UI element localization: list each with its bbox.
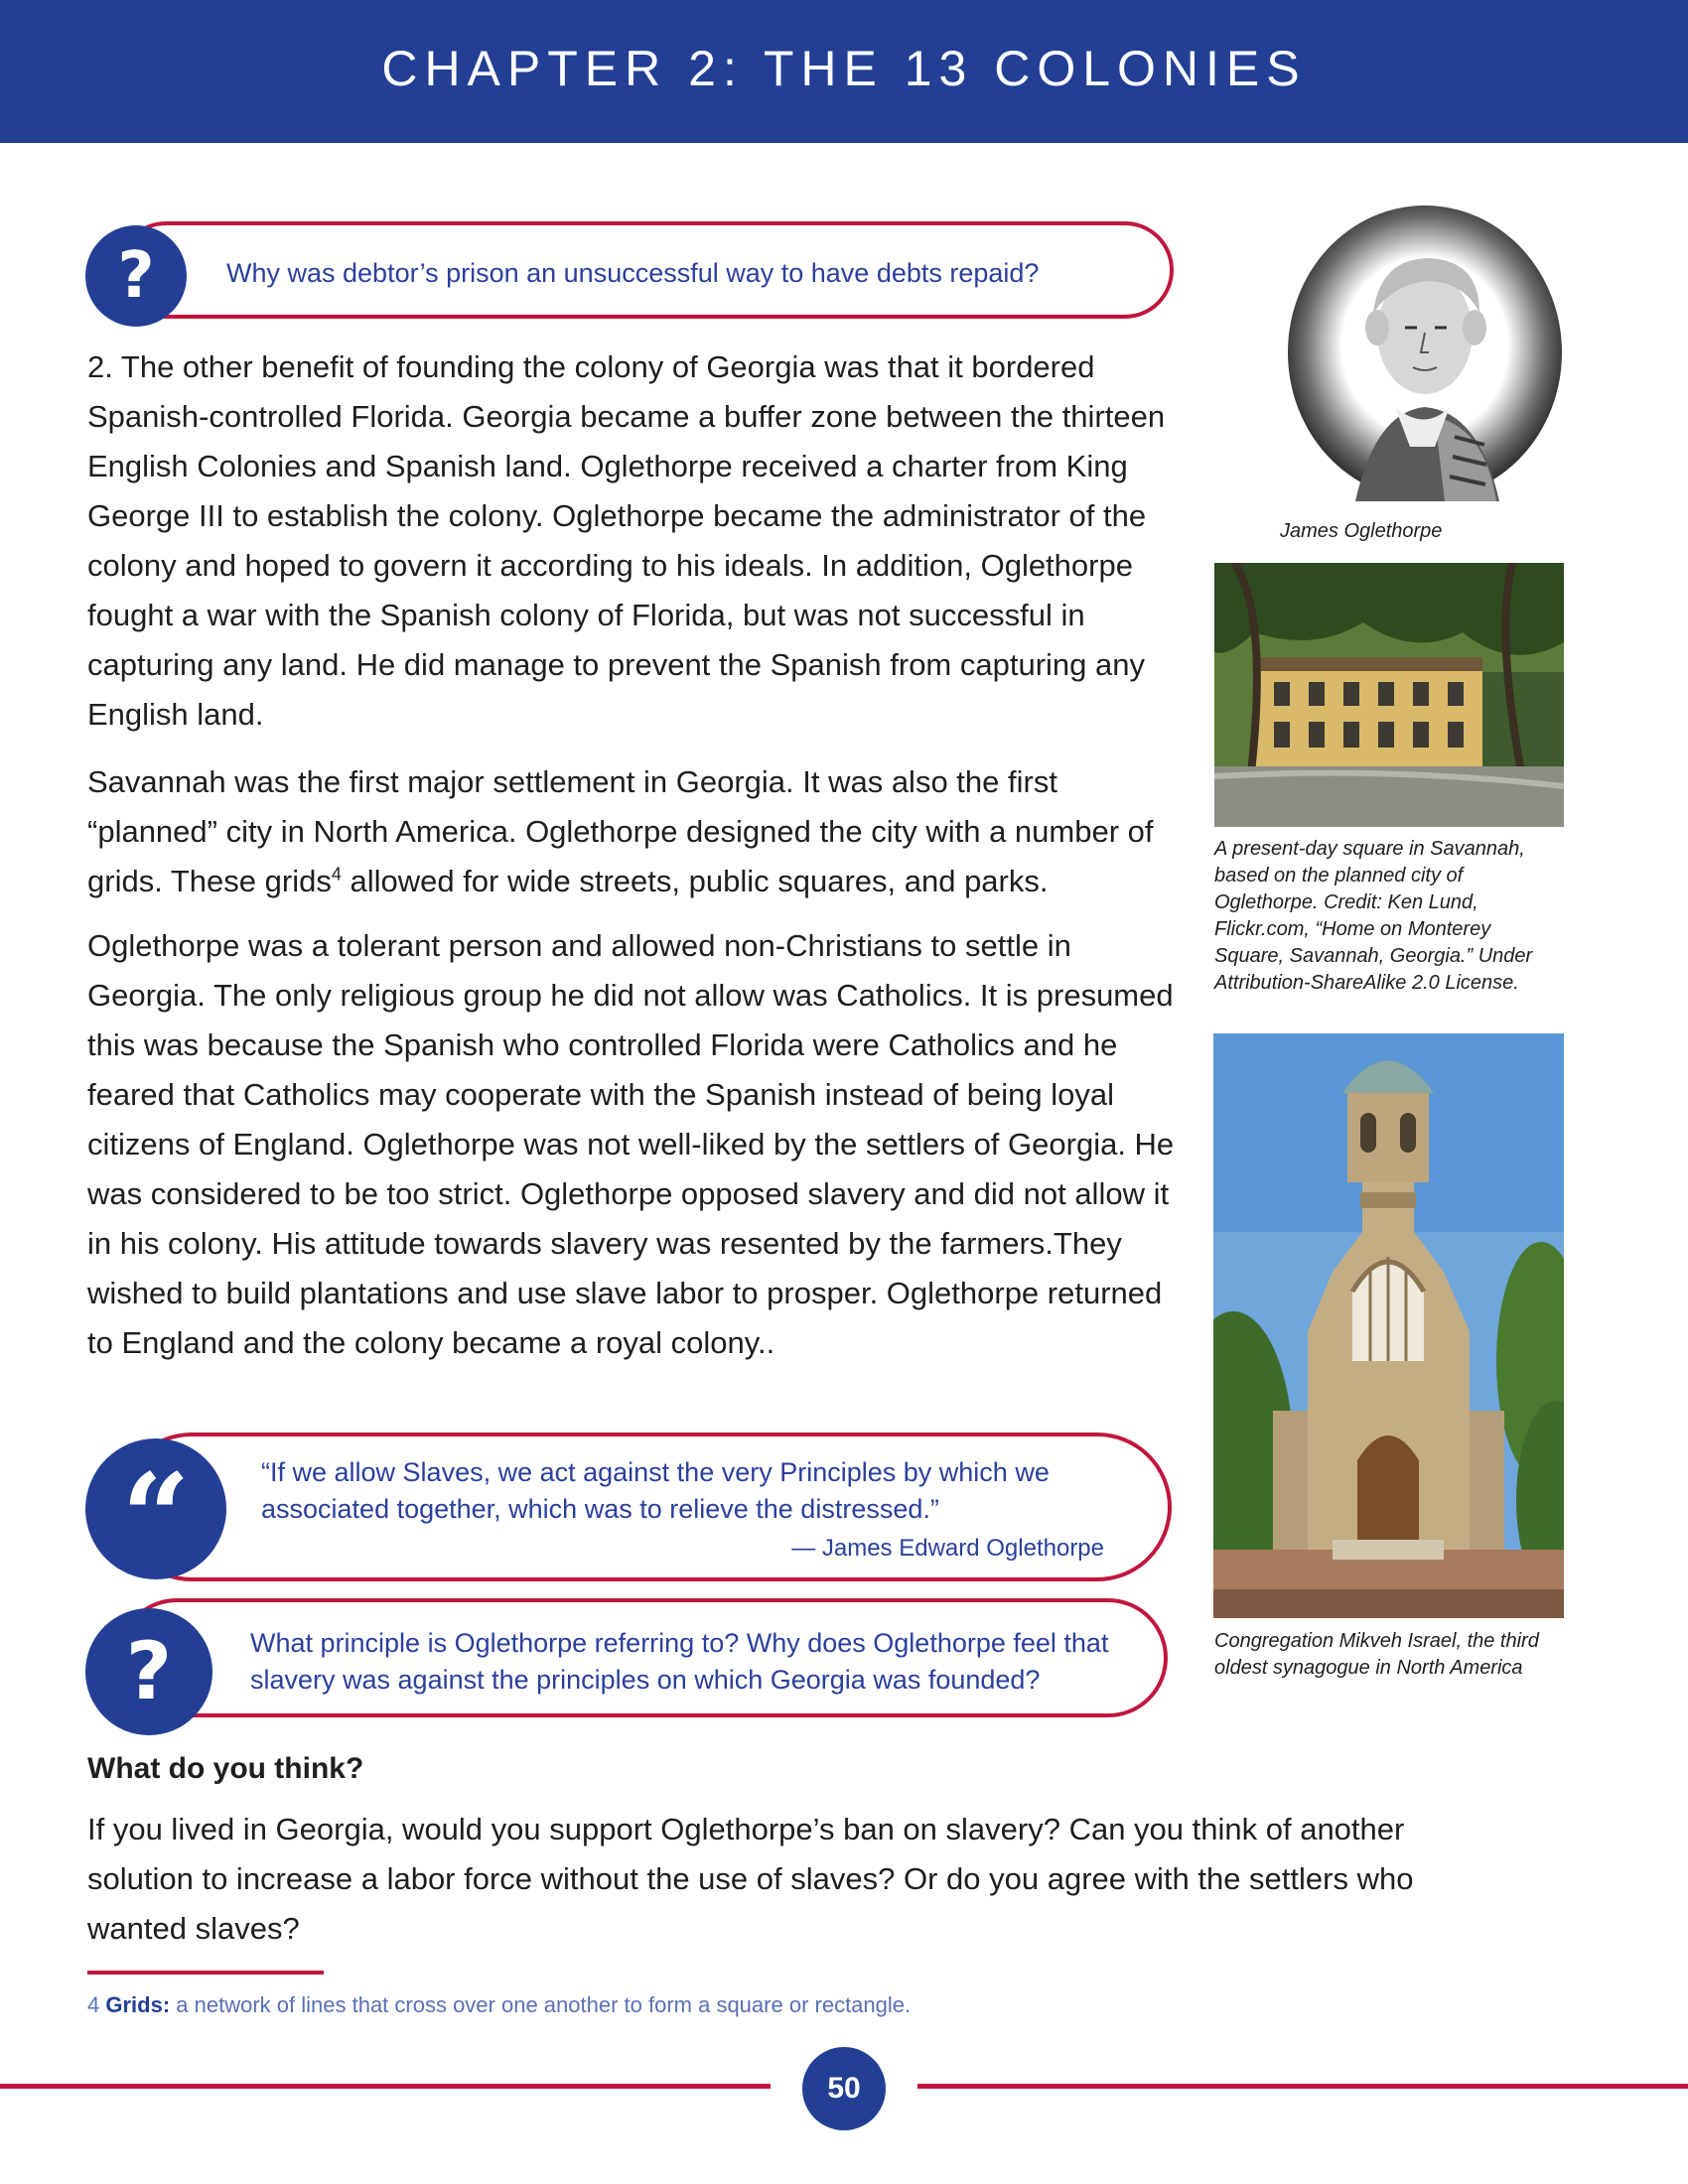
synagogue-caption: Congregation Mikveh Israel, the third oldest synagogue in North America	[1214, 1630, 1539, 1679]
quote-text: “If we allow Slaves, we act against the very Principles by which we associated together, which was to relieve the distressed.”	[261, 1457, 1050, 1524]
question-1-text: Why was debtor’s prison an unsuccessful way to have debts repaid?	[226, 258, 1040, 288]
footnote-ref: 4	[331, 864, 342, 885]
question-2-text: What principle is Oglethorpe referring to? Why does Oglethorpe feel that slavery was against the principles on which Georgia was founded?	[250, 1628, 1109, 1695]
paragraph-savannah	[87, 757, 1180, 906]
paragraph-georgia-buffer	[87, 342, 1214, 740]
synagogue-photo	[1213, 1033, 1564, 1618]
page-number: 50	[802, 2047, 886, 2130]
paragraph-1-text: 2. The other benefit of founding the colony of Georgia was that it bordered Spanish-controlled Florida. Georgia became a buffer zone between the thirteen English Colonies and Spanish land. Oglethorpe received a charter from King George III to establish the colony. Oglethorpe became the administrator of the colony and hoped to govern it according to his ideals. In addition, Oglethorpe fought a war with the Spanish colony of Florida, but was not successful in capturing any land. He did manage to prevent the Spanish from capturing any English land.	[87, 349, 1166, 732]
footer-line-left	[0, 2084, 771, 2089]
paragraph-2-text-a: Savannah was the first major settlement in Georgia. It was also the first “planned” city in North America. Oglethorpe designed the city with a number of grids. These grids	[87, 764, 1154, 898]
footnote-definition: a network of lines that cross over one another to form a square or rectangle.	[170, 1992, 912, 2017]
paragraph-2-text-b: allowed for wide streets, public squares, and parks.	[341, 864, 1049, 898]
portrait-caption: James Oglethorpe	[1280, 520, 1443, 542]
footnote	[87, 1992, 911, 2018]
quotation-mark-icon: “	[85, 1438, 226, 1579]
paragraph-oglethorpe-tolerance	[87, 921, 1195, 1368]
question-mark-icon: ?	[85, 225, 187, 327]
savannah-square-photo	[1214, 563, 1564, 827]
chapter-header	[0, 0, 1688, 143]
paragraph-3-text: Oglethorpe was a tolerant person and allowed non-Christians to settle in Georgia. The only religious group he did not allow was Catholics. It is presumed this was because the Spanish who controlled Florida were Catholics and he feared that Catholics may cooperate with the Spanish instead of being loyal citizens of England. Oglethorpe was not well-liked by the settlers of Georgia. He was considered to be too strict. Oglethorpe opposed slavery and did not allow it in his colony. His attitude towards slavery was resented by the farmers.They wished to build plantations and use slave labor to prosper. Oglethorpe returned to England and the colony became a royal colony..	[87, 928, 1175, 1360]
savannah-caption: A present-day square in Savannah, based on the planned city of Oglethorpe. Credit: Ken Lund, Flickr.com, “Home on Monterey Square, Savannah, Georgia.” Under Attribution-ShareAlike 2.0 License.	[1214, 838, 1533, 994]
chapter-title: CHAPTER 2: THE 13 COLONIES	[381, 41, 1307, 96]
question-mark-icon: ?	[85, 1608, 212, 1735]
footnote-term: Grids:	[105, 1992, 171, 2017]
footnote-divider	[87, 1971, 324, 1975]
quote-attribution: — James Edward Oglethorpe	[791, 1535, 1104, 1562]
footer-line-right	[917, 2084, 1688, 2089]
oglethorpe-portrait	[1286, 204, 1564, 511]
footnote-number: 4	[87, 1992, 100, 2017]
think-heading: What do you think?	[87, 1752, 364, 1785]
think-text: If you lived in Georgia, would you support Oglethorpe’s ban on slavery? Can you think of another solution to increase a labor force without the use of slaves? Or do you agree with the settlers who wanted slaves?	[87, 1812, 1414, 1946]
